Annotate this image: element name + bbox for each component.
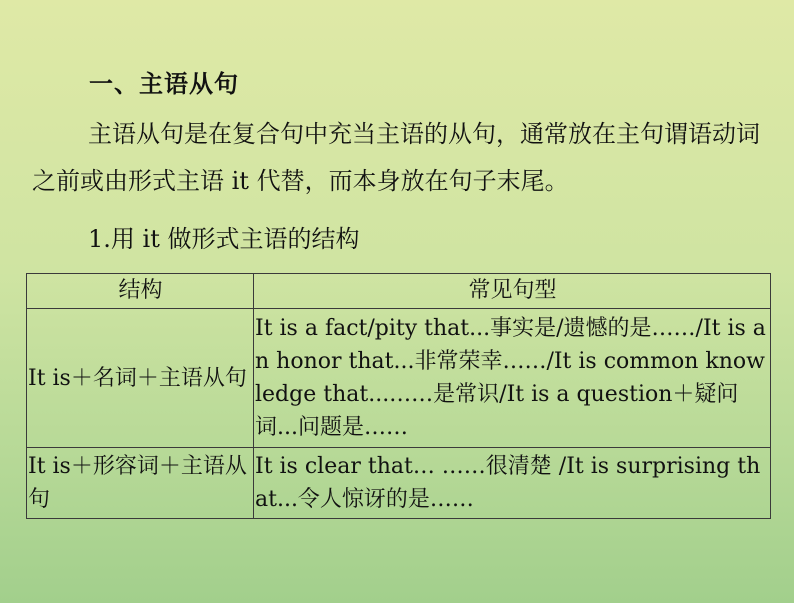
intro-text: 主语从句是在复合句中充当主语的从句，通常放在主句谓语动词之前或由形式主语 it 代替，而本身放在句子末尾。	[32, 120, 760, 195]
structure-text: It is＋形容词＋主语从句	[28, 454, 247, 512]
patterns-cell	[254, 448, 771, 519]
structure-text: It is＋名词＋主语从句	[28, 365, 247, 391]
section-heading: 一、主语从句	[89, 70, 239, 98]
intro-paragraph	[32, 111, 767, 205]
header-patterns: 常见句型	[254, 274, 771, 309]
table-row	[27, 448, 771, 519]
structure-cell	[27, 309, 254, 448]
structure-table	[26, 273, 771, 519]
table-row	[27, 309, 771, 448]
table-header-row	[27, 274, 771, 309]
patterns-cell	[254, 309, 771, 448]
structure-cell	[27, 448, 254, 519]
header-structure: 结构	[27, 274, 254, 309]
subheading: 1.用 it 做形式主语的结构	[88, 225, 360, 253]
patterns-text: It is clear that… ……很清楚 /It is surprising that...令人惊讶的是……	[255, 454, 761, 512]
patterns-text: It is a fact/pity that...事实是/遗憾的是……/It is an honor that...非常荣幸……/It is common knowledge that...……是常识/It is a question＋疑问词...问题是……	[255, 316, 766, 440]
